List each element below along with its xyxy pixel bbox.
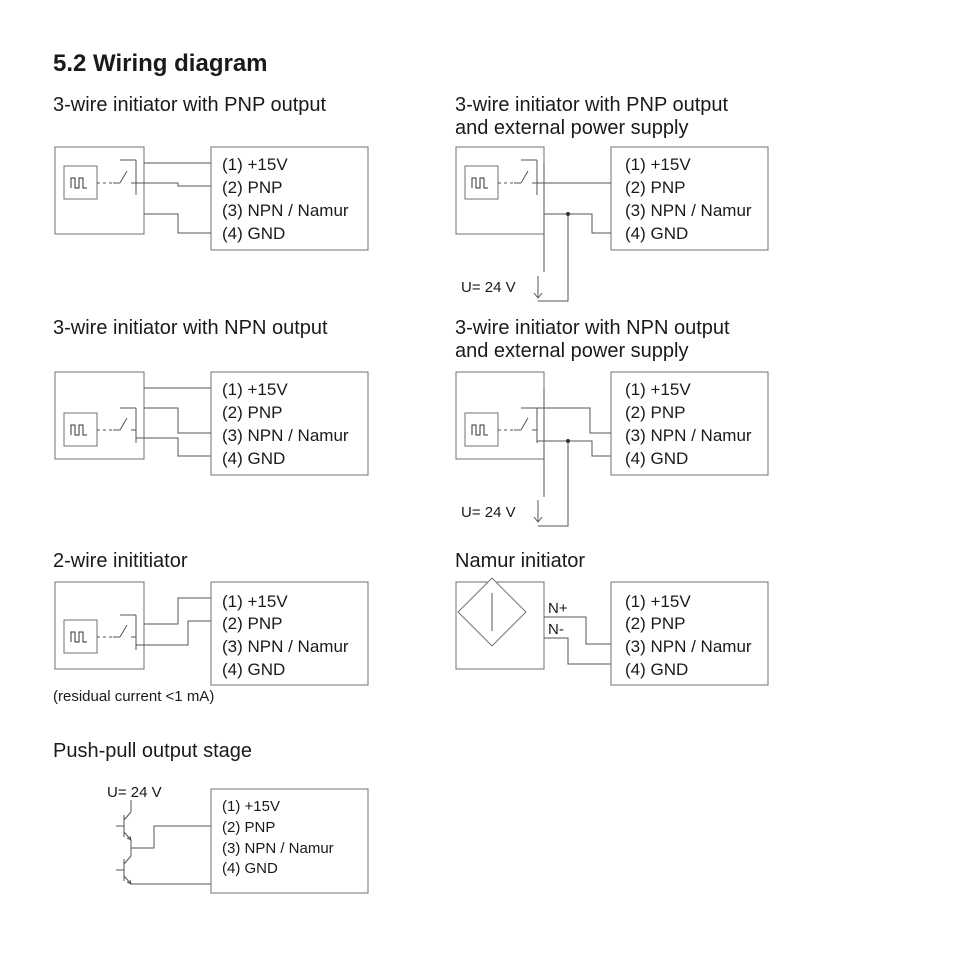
diagram-push-pull: [53, 740, 368, 893]
wire-15v: [144, 598, 211, 624]
diagram-pnp-ext: [455, 94, 768, 301]
terminal-1: (1) +15V: [222, 155, 288, 174]
heading-npn-ext-1: 3-wire initiator with NPN output: [455, 317, 730, 339]
diagram-two-wire: [53, 550, 368, 705]
terminal-2: (2) PNP: [222, 178, 283, 197]
diagram-npn: [53, 317, 368, 475]
heading-two-wire: 2-wire inititiator: [53, 550, 188, 572]
sensor-element: [64, 620, 97, 653]
terminal-2: (2) PNP: [222, 403, 283, 422]
sensor-element: [465, 413, 498, 446]
wire-pnp: [136, 183, 211, 186]
wire-npn: [537, 408, 611, 433]
wire-output: [131, 826, 211, 848]
sensor-element: [64, 166, 97, 199]
wire-gnd: [537, 441, 611, 456]
supply-label: U= 24 V: [107, 784, 162, 801]
heading-npn-ext-2: and external power supply: [455, 340, 689, 362]
terminal-3: (3) NPN / Namur: [222, 840, 334, 857]
diagram-namur: [455, 550, 768, 685]
terminal-4: (4) GND: [625, 449, 689, 468]
wire-n-minus: [544, 638, 611, 664]
terminal-4: (4) GND: [625, 224, 689, 243]
terminal-1: (1) +15V: [625, 592, 691, 611]
terminal-1: (1) +15V: [222, 592, 288, 611]
heading-push-pull: Push-pull output stage: [53, 740, 253, 762]
terminal-1: (1) +15V: [222, 380, 288, 399]
terminal-3: (3) NPN / Namur: [625, 201, 752, 220]
wire-gnd: [544, 214, 611, 233]
label-n-minus: N-: [548, 621, 564, 638]
terminal-1: (1) +15V: [625, 155, 691, 174]
terminal-3: (3) NPN / Namur: [222, 201, 349, 220]
terminal-1: (1) +15V: [625, 380, 691, 399]
wire-gnd: [144, 214, 211, 233]
wire-gnd: [136, 438, 211, 456]
terminal-3: (3) NPN / Namur: [625, 637, 752, 656]
terminal-4: (4) GND: [222, 449, 286, 468]
heading-pnp-ext-2: and external power supply: [455, 117, 689, 139]
terminal-2: (2) PNP: [625, 178, 686, 197]
heading-namur: Namur initiator: [455, 550, 586, 572]
terminal-3: (3) NPN / Namur: [222, 637, 349, 656]
heading-npn: 3-wire initiator with NPN output: [53, 317, 328, 339]
terminal-2: (2) PNP: [625, 403, 686, 422]
terminal-1: (1) +15V: [222, 798, 280, 815]
terminal-4: (4) GND: [222, 660, 286, 679]
terminal-4: (4) GND: [222, 860, 278, 877]
terminal-2: (2) PNP: [625, 614, 686, 633]
heading-pnp: 3-wire initiator with PNP output: [53, 94, 327, 116]
supply-label: U= 24 V: [461, 279, 516, 296]
wire-pnp: [136, 621, 211, 645]
page-title: 5.2 Wiring diagram: [53, 50, 268, 77]
supply-label: U= 24 V: [461, 504, 516, 521]
diagram-npn-ext: [455, 317, 768, 526]
residual-current-note: (residual current <1 mA): [53, 688, 215, 705]
sensor-element: [64, 413, 97, 446]
sensor-element: [465, 166, 498, 199]
diagram-pnp: [53, 94, 368, 250]
terminal-4: (4) GND: [625, 660, 689, 679]
terminal-3: (3) NPN / Namur: [222, 426, 349, 445]
terminal-2: (2) PNP: [222, 819, 276, 836]
label-n-plus: N+: [548, 600, 568, 617]
wire-npn: [144, 408, 211, 433]
terminal-2: (2) PNP: [222, 614, 283, 633]
heading-pnp-ext-1: 3-wire initiator with PNP output: [455, 94, 729, 116]
terminal-4: (4) GND: [222, 224, 286, 243]
terminal-3: (3) NPN / Namur: [625, 426, 752, 445]
